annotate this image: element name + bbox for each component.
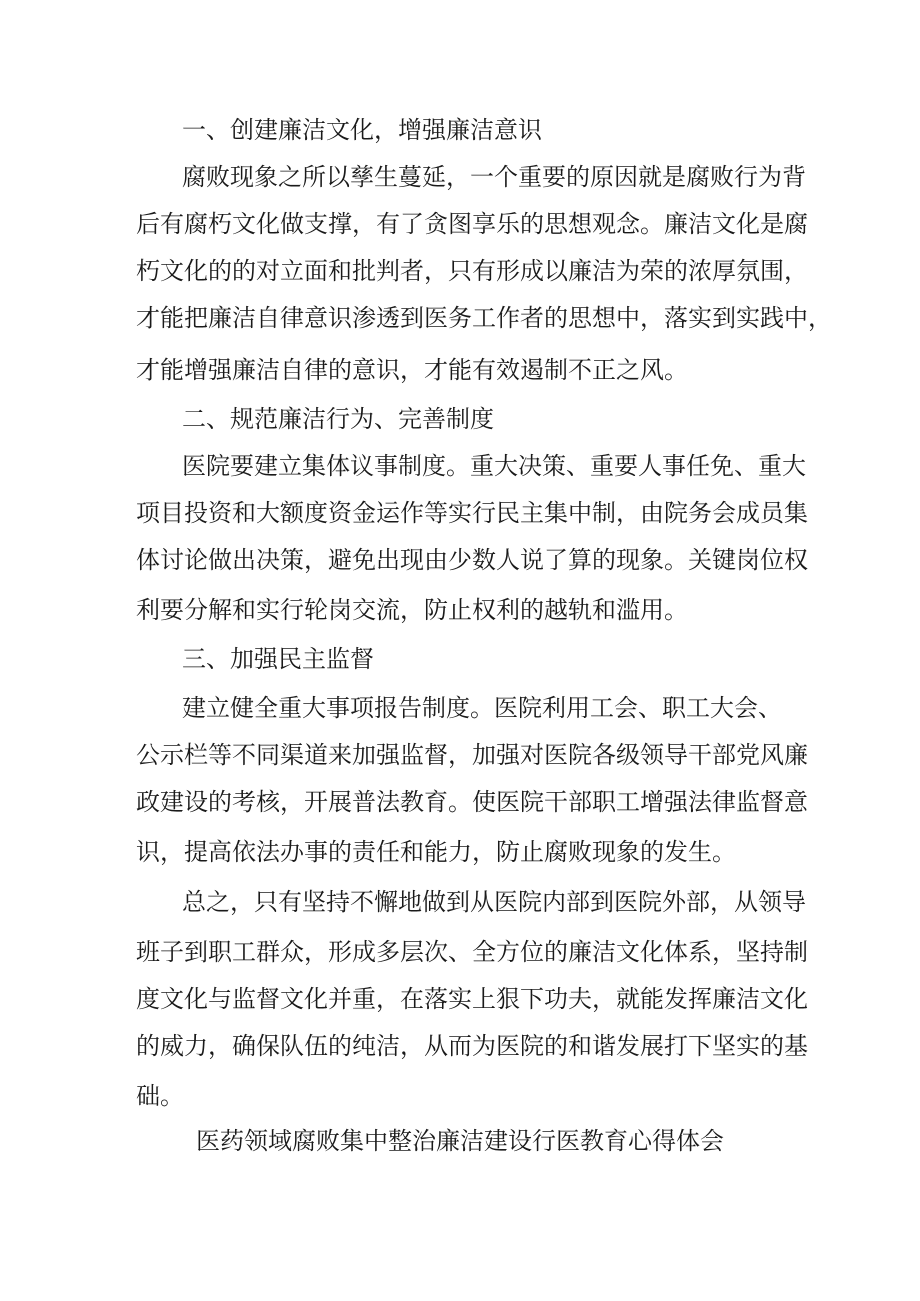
conclusion-line-2: 班子到职工群众，形成多层次、全方位的廉洁文化体系，坚持制 [136, 938, 808, 966]
section-1-line-3: 朽文化的的对立面和批判者，只有形成以廉洁为荣的浓厚氛围， [136, 257, 808, 285]
section-3-line-3: 政建设的考核，开展普法教育。使医院干部职工增强法律监督意 [136, 788, 808, 816]
section-heading-3: 三、加强民主监督 [182, 645, 374, 673]
section-1-line-1: 腐败现象之所以孳生蔓延，一个重要的原因就是腐败行为背 [182, 163, 806, 191]
conclusion-line-4: 的威力，确保队伍的纯洁，从而为医院的和谐发展打下坚实的基 [136, 1032, 808, 1060]
conclusion-line-5: 础。 [136, 1082, 184, 1110]
section-3-line-1: 建立健全重大事项报告制度。医院利用工会、职工大会、 [182, 694, 782, 722]
section-3-line-4: 识，提高依法办事的责任和能力，防止腐败现象的发生。 [136, 838, 736, 866]
section-1-line-2: 后有腐朽文化做支撑，有了贪图享乐的思想观念。廉洁文化是腐 [136, 210, 808, 238]
next-article-title: 医药领域腐败集中整治廉洁建设行医教育心得体会 [196, 1127, 724, 1155]
section-2-line-4: 利要分解和实行轮岗交流，防止权利的越轨和滥用。 [136, 596, 688, 624]
section-heading-2: 二、规范廉洁行为、完善制度 [182, 405, 494, 433]
section-1-line-4: 才能把廉洁自律意识渗透到医务工作者的思想中，落实到实践中， [136, 304, 832, 332]
conclusion-line-3: 度文化与监督文化并重，在落实上狠下功夫，就能发挥廉洁文化 [136, 985, 808, 1013]
section-2-line-3: 体讨论做出决策，避免出现由少数人说了算的现象。关键岗位权 [136, 546, 808, 574]
section-2-line-2: 项目投资和大额度资金运作等实行民主集中制，由院务会成员集 [136, 499, 808, 527]
section-2-line-1: 医院要建立集体议事制度。重大决策、重要人事任免、重大 [182, 452, 806, 480]
section-heading-1: 一、创建廉洁文化，增强廉洁意识 [182, 116, 542, 144]
conclusion-line-1: 总之，只有坚持不懈地做到从医院内部到医院外部，从领导 [182, 888, 806, 916]
section-1-line-5: 才能增强廉洁自律的意识，才能有效遏制不正之风。 [136, 356, 688, 384]
section-3-line-2: 公示栏等不同渠道来加强监督，加强对医院各级领导干部党风廉 [136, 741, 808, 769]
